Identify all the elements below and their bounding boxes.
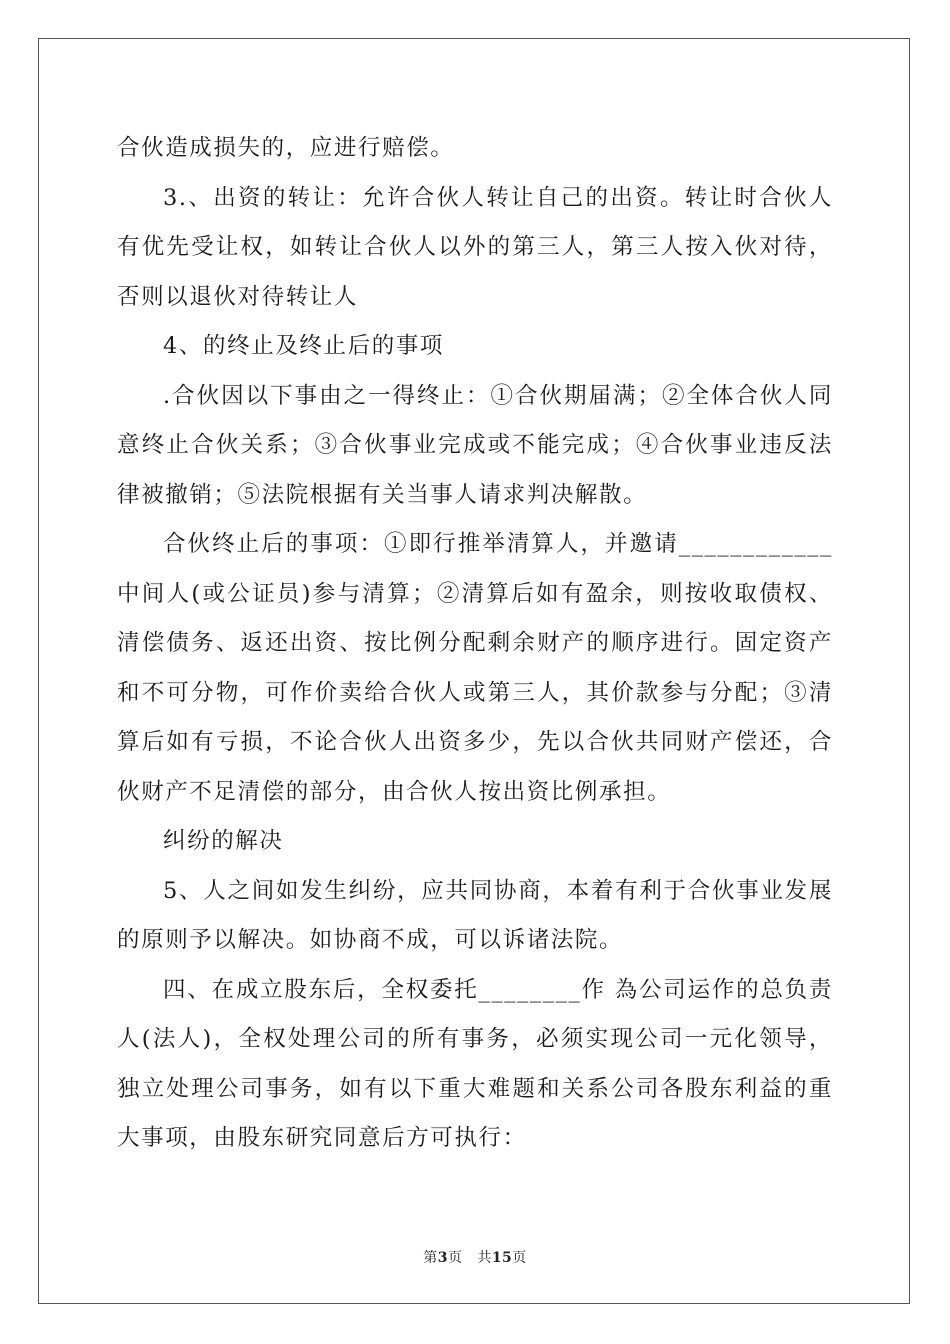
paragraph: 合伙终止后的事项：①即行推举清算人，并邀请____________中间人(或公证员)参与清算；②清算后如有盈余，则按收取债权、清偿债务、返还出资、按比例分配剩余财产的顺序进行。固定资产和不可分物，可作价卖给合伙人或第三人，其价款参与分配；③清算后如有亏损，不论合伙人出资多少，先以合伙共同财产偿还，合伙财产不足清偿的部分，由合伙人按出资比例承担。: [117, 531, 833, 805]
page-prefix: 第: [423, 1250, 438, 1266]
paragraph: .合伙因以下事由之一得终止：①合伙期届满；②全体合伙人同意终止合伙关系；③合伙事业完成或不能完成；④合伙事业违反法律被撤销；⑤法院根据有关当事人请求判决解散。: [117, 382, 833, 508]
page-suffix: 页: [447, 1250, 463, 1266]
document-body: [117, 124, 833, 1164]
total-pages: 15: [491, 1250, 513, 1266]
paragraph: 合伙造成损失的，应进行赔偿。: [117, 135, 455, 161]
total-prefix: 共: [477, 1250, 492, 1266]
section-heading: 纠纷的解决: [163, 828, 284, 854]
total-suffix: 页: [512, 1250, 527, 1266]
page-footer: [0, 1247, 950, 1267]
paragraph: 5、人之间如发生纠纷，应共同协商，本着有利于合伙事业发展的原则予以解决。如协商不成，可以诉诸法院。: [117, 877, 833, 953]
paragraph: 3.、出资的转让：允许合伙人转让自己的出资。转让时合伙人有优先受让权，如转让合伙人以外的第三人，第三人按入伙对待，否则以退伙对待转让人: [117, 184, 833, 310]
paragraph: 四、在成立股东后，全权委托________作 為公司运作的总负责人(法人)，全权处理公司的所有事务，必须实现公司一元化领导，独立处理公司事务，如有以下重大难题和关系公司各股东利益的重大事项，由股东研究同意后方可执行：: [117, 976, 833, 1151]
page-number: 3: [437, 1250, 448, 1266]
section-heading: 4、的终止及终止后的事项: [163, 333, 445, 359]
